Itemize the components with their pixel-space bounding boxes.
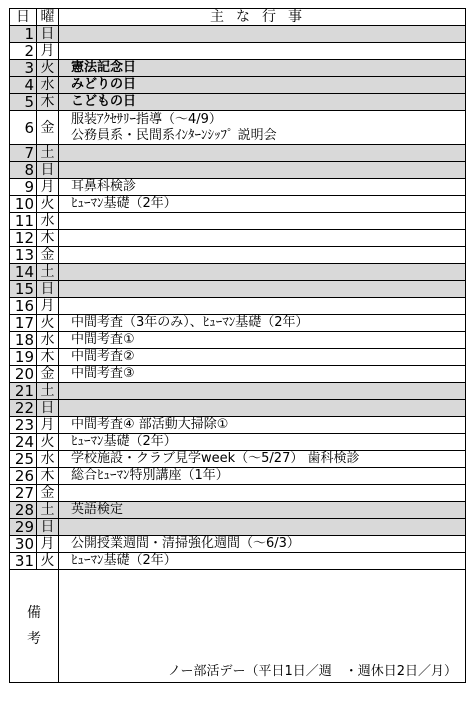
weekday: 金 xyxy=(37,247,59,264)
day-number: 11 xyxy=(10,213,37,230)
schedule-row xyxy=(10,264,466,281)
notes-label-bottom: 考 xyxy=(27,631,41,647)
weekday: 金 xyxy=(37,485,59,502)
schedule-row xyxy=(10,230,466,247)
weekday: 水 xyxy=(37,77,59,94)
day-number: 16 xyxy=(10,298,37,315)
event-text: ﾋｭｰﾏﾝ基礎（2年） xyxy=(71,553,177,568)
schedule-row xyxy=(10,400,466,417)
weekday: 火 xyxy=(37,434,59,451)
event-cell xyxy=(59,111,466,145)
weekday: 日 xyxy=(37,162,59,179)
event-text: みどりの日 xyxy=(71,77,137,92)
schedule-row xyxy=(10,247,466,264)
schedule-row xyxy=(10,162,466,179)
event-cell xyxy=(59,519,466,536)
header-row xyxy=(10,9,466,26)
event-text: ﾋｭｰﾏﾝ基礎（2年） xyxy=(71,434,177,449)
event-text: 耳鼻科検診 xyxy=(71,179,137,194)
schedule-header xyxy=(10,9,466,26)
notes-section xyxy=(10,570,466,683)
event-cell xyxy=(59,213,466,230)
event-text: 中間考査② xyxy=(71,349,135,364)
event-cell xyxy=(59,230,466,247)
schedule-row xyxy=(10,485,466,502)
day-number: 25 xyxy=(10,451,37,468)
event-text: 公務員系・民間系ｲﾝﾀｰﾝｼｯﾌﾟ 説明会 xyxy=(71,127,277,143)
weekday: 木 xyxy=(37,349,59,366)
weekday: 月 xyxy=(37,179,59,196)
schedule-row xyxy=(10,94,466,111)
event-text: 学校施設・クラブ見学week（～5/27） 歯科検診 xyxy=(71,451,360,466)
day-number: 13 xyxy=(10,247,37,264)
event-text: 憲法記念日 xyxy=(71,60,137,75)
day-number: 7 xyxy=(10,145,37,162)
event-cell xyxy=(59,60,466,77)
event-cell xyxy=(59,502,466,519)
day-number: 4 xyxy=(10,77,37,94)
weekday: 水 xyxy=(37,213,59,230)
header-weekday: 曜 xyxy=(37,9,59,26)
schedule-row xyxy=(10,536,466,553)
event-text: 服装ｱｸｾｻﾘｰ指導（～4/9） xyxy=(71,111,222,127)
event-cell xyxy=(59,485,466,502)
event-cell xyxy=(59,366,466,383)
weekday: 土 xyxy=(37,383,59,400)
schedule-table xyxy=(9,8,466,683)
event-cell xyxy=(59,332,466,349)
event-cell xyxy=(59,434,466,451)
event-cell xyxy=(59,43,466,60)
event-cell xyxy=(59,179,466,196)
event-cell xyxy=(59,196,466,213)
schedule-row xyxy=(10,366,466,383)
weekday: 土 xyxy=(37,264,59,281)
schedule-row xyxy=(10,417,466,434)
day-number: 29 xyxy=(10,519,37,536)
weekday: 水 xyxy=(37,332,59,349)
weekday: 木 xyxy=(37,94,59,111)
event-text: 中間考査（3年のみ）、ﾋｭｰﾏﾝ基礎（2年） xyxy=(71,315,309,330)
event-cell xyxy=(59,162,466,179)
notes-label xyxy=(10,570,59,683)
event-cell xyxy=(59,247,466,264)
day-number: 18 xyxy=(10,332,37,349)
day-number: 14 xyxy=(10,264,37,281)
weekday: 水 xyxy=(37,451,59,468)
header-day: 日 xyxy=(10,9,37,26)
event-cell xyxy=(59,417,466,434)
weekday: 日 xyxy=(37,519,59,536)
day-number: 30 xyxy=(10,536,37,553)
weekday: 日 xyxy=(37,281,59,298)
day-number: 27 xyxy=(10,485,37,502)
event-cell xyxy=(59,383,466,400)
day-number: 17 xyxy=(10,315,37,332)
day-number: 20 xyxy=(10,366,37,383)
event-cell xyxy=(59,264,466,281)
day-number: 21 xyxy=(10,383,37,400)
day-number: 28 xyxy=(10,502,37,519)
event-text: 公開授業週間・清掃強化週間（～6/3） xyxy=(71,536,300,551)
day-number: 22 xyxy=(10,400,37,417)
day-number: 23 xyxy=(10,417,37,434)
event-text: 英語検定 xyxy=(71,502,124,517)
event-cell xyxy=(59,315,466,332)
weekday: 土 xyxy=(37,145,59,162)
schedule-row xyxy=(10,213,466,230)
weekday: 火 xyxy=(37,553,59,570)
event-cell xyxy=(59,94,466,111)
weekday: 日 xyxy=(37,400,59,417)
weekday: 月 xyxy=(37,298,59,315)
day-number: 2 xyxy=(10,43,37,60)
weekday: 木 xyxy=(37,230,59,247)
schedule-row xyxy=(10,77,466,94)
schedule-row xyxy=(10,519,466,536)
schedule-row xyxy=(10,315,466,332)
schedule-row xyxy=(10,298,466,315)
schedule-row xyxy=(10,332,466,349)
monthly-schedule-sheet xyxy=(9,8,466,683)
day-number: 9 xyxy=(10,179,37,196)
event-text: 中間考査④ 部活動大掃除① xyxy=(71,417,229,432)
notes-label-top: 備 xyxy=(27,605,41,621)
header-events: 主な行事 xyxy=(59,9,466,26)
event-text: こどもの日 xyxy=(71,94,137,109)
day-number: 31 xyxy=(10,553,37,570)
day-number: 26 xyxy=(10,468,37,485)
schedule-row xyxy=(10,383,466,400)
day-number: 15 xyxy=(10,281,37,298)
day-number: 5 xyxy=(10,94,37,111)
event-cell xyxy=(59,400,466,417)
event-text: 中間考査① xyxy=(71,332,135,347)
notes-body xyxy=(59,570,466,683)
event-cell xyxy=(59,298,466,315)
day-number: 10 xyxy=(10,196,37,213)
event-text: 中間考査③ xyxy=(71,366,135,381)
event-cell xyxy=(59,451,466,468)
weekday: 火 xyxy=(37,315,59,332)
event-cell xyxy=(59,26,466,43)
schedule-row xyxy=(10,43,466,60)
day-number: 24 xyxy=(10,434,37,451)
notes-footer: ノー部活デー（平日1日／週 ・週休日2日／月） xyxy=(167,664,457,679)
event-cell xyxy=(59,281,466,298)
day-number: 3 xyxy=(10,60,37,77)
schedule-row xyxy=(10,60,466,77)
day-number: 8 xyxy=(10,162,37,179)
schedule-row xyxy=(10,434,466,451)
day-number: 6 xyxy=(10,111,37,145)
schedule-row xyxy=(10,502,466,519)
day-number: 19 xyxy=(10,349,37,366)
event-text: ﾋｭｰﾏﾝ基礎（2年） xyxy=(71,196,177,211)
weekday: 月 xyxy=(37,417,59,434)
schedule-row xyxy=(10,26,466,43)
schedule-row xyxy=(10,196,466,213)
event-cell xyxy=(59,349,466,366)
weekday: 土 xyxy=(37,502,59,519)
event-cell xyxy=(59,145,466,162)
schedule-row xyxy=(10,179,466,196)
weekday: 金 xyxy=(37,111,59,145)
event-text: 総合ﾋｭｰﾏﾝ特別講座（1年） xyxy=(71,468,229,483)
schedule-row xyxy=(10,349,466,366)
schedule-row xyxy=(10,451,466,468)
schedule-row xyxy=(10,145,466,162)
day-number: 1 xyxy=(10,26,37,43)
schedule-row xyxy=(10,468,466,485)
event-cell xyxy=(59,77,466,94)
event-cell xyxy=(59,553,466,570)
notes-row xyxy=(10,570,466,683)
event-cell xyxy=(59,536,466,553)
weekday: 月 xyxy=(37,43,59,60)
schedule-row xyxy=(10,281,466,298)
schedule-body xyxy=(10,26,466,570)
schedule-row xyxy=(10,553,466,570)
weekday: 火 xyxy=(37,196,59,213)
schedule-row xyxy=(10,111,466,145)
weekday: 月 xyxy=(37,536,59,553)
weekday: 金 xyxy=(37,366,59,383)
weekday: 日 xyxy=(37,26,59,43)
weekday: 木 xyxy=(37,468,59,485)
day-number: 12 xyxy=(10,230,37,247)
event-cell xyxy=(59,468,466,485)
weekday: 火 xyxy=(37,60,59,77)
